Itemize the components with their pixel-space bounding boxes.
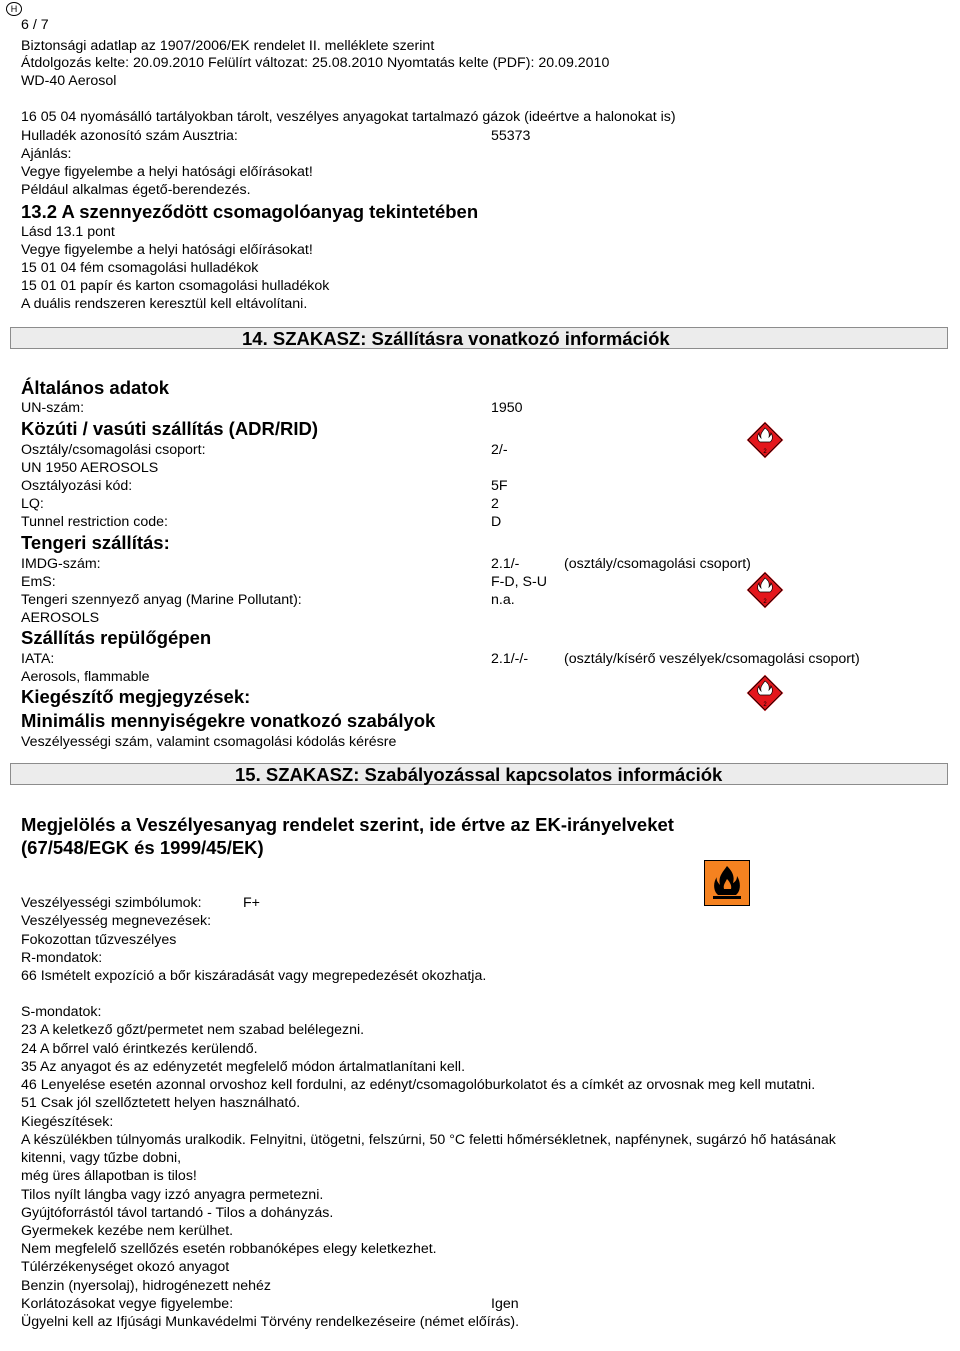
ems-label: EmS: [21, 574, 56, 590]
supplement-line-7: Nem megfelelő szellőzés esetén robbanóképes elegy keletkezhet. [21, 1241, 437, 1257]
youth-protection-note: Ügyelni kell az Ifjúsági Munkavédelmi Törvény rendelkezéseire (német előírás). [21, 1314, 520, 1330]
marine-pollutant-value: n.a. [491, 592, 515, 608]
imdg-label: IMDG-szám: [21, 556, 101, 572]
flammable-gas-diamond-air [745, 673, 785, 713]
iata-label: IATA: [21, 651, 55, 667]
supplement-line-4: Tilos nyílt lángba vagy izzó anyagra permetezni. [21, 1187, 324, 1203]
page-number: 6 / 7 [21, 17, 49, 33]
hazard-names-value: Fokozottan tűzveszélyes [21, 932, 177, 948]
hazard-symbols-label: Veszélyességi szimbólumok: [21, 895, 202, 911]
company-logo: H [6, 2, 22, 16]
packaging-line-5: A duális rendszeren keresztül kell eltávolítani. [21, 296, 308, 312]
s-phrases-label: S-mondatok: [21, 1004, 102, 1020]
s-phrase-35: 35 Az anyagot és az edényzetét megfelelő módon ártalmatlanítani kell. [21, 1059, 466, 1075]
marine-pollutant-label: Tengeri szennyező anyag (Marine Pollutant): [21, 592, 302, 608]
restrictions-value: Igen [491, 1296, 519, 1312]
packaging-line-3: 15 01 04 fém csomagolási hulladékok [21, 260, 259, 276]
road-transport-heading: Közúti / vasúti szállítás (ADR/RID) [21, 418, 319, 439]
section-14-header [10, 327, 948, 349]
svg-text:2: 2 [763, 702, 767, 708]
classification-code-value: 5F [491, 478, 508, 494]
ems-value: F-D, S-U [491, 574, 547, 590]
sea-transport-heading: Tengeri szállítás: [21, 532, 170, 553]
tunnel-code-value: D [491, 514, 502, 530]
iata-note: (osztály/kísérő veszélyek/csomagolási csoport) [564, 651, 860, 667]
supplement-line-3: még üres állapotban is tilos! [21, 1168, 197, 1184]
header-product: WD-40 Aerosol [21, 73, 117, 89]
section-14-title: 14. SZAKASZ: Szállításra vonatkozó információk [242, 328, 670, 349]
regulation-heading-line-2: (67/548/EGK és 1999/45/EK) [21, 837, 264, 858]
header-dates: Átdolgozás kelte: 20.09.2010 Felülírt változat: 25.08.2010 Nyomtatás kelte (PDF): 20.09.2010 [21, 55, 610, 71]
flammable-gas-diamond-road [745, 420, 785, 460]
regulation-heading-line-1: Megjelölés a Veszélyesanyag rendelet szerint, ide értve az EK-irányelveket [21, 814, 674, 835]
packaging-line-4: 15 01 01 papír és karton csomagolási hulladékok [21, 278, 330, 294]
packaging-line-1: Lásd 13.1 pont [21, 224, 115, 240]
svg-text:2: 2 [763, 449, 767, 455]
recommendation-line-1: Vegye figyelembe a helyi hatósági előírásokat! [21, 164, 313, 180]
imdg-note: (osztály/csomagolási csoport) [564, 556, 751, 572]
lq-label: LQ: [21, 496, 44, 512]
un-name: UN 1950 AEROSOLS [21, 460, 159, 476]
flame-hazard-symbol [704, 860, 750, 906]
tunnel-code-label: Tunnel restriction code: [21, 514, 168, 530]
packaging-line-2: Vegye figyelembe a helyi hatósági előírásokat! [21, 242, 313, 258]
section-15-title: 15. SZAKASZ: Szabályozással kapcsolatos információk [235, 764, 723, 785]
flammable-gas-diamond-sea [745, 570, 785, 610]
minimal-quantity-heading: Minimális mennyiségekre vonatkozó szabályok [21, 710, 436, 731]
section-15-header [10, 763, 948, 785]
r-phrases-label: R-mondatok: [21, 950, 103, 966]
supplement-line-6: Gyermekek kezébe nem kerülhet. [21, 1223, 234, 1239]
austria-value: 55373 [491, 128, 531, 144]
s-phrase-23: 23 A keletkező gőzt/permetet nem szabad belélegezni. [21, 1022, 365, 1038]
sensitizer-label: Túlérzékenységet okozó anyagot [21, 1259, 230, 1275]
r-phrase-66: 66 Ismételt expozíció a bőr kiszáradását vagy megrepedezését okozhatja. [21, 968, 487, 984]
svg-text:2: 2 [763, 599, 767, 605]
hazard-symbols-value: F+ [243, 895, 260, 911]
un-number-label: UN-szám: [21, 400, 85, 416]
sea-shipping-name: AEROSOLS [21, 610, 100, 626]
un-number-value: 1950 [491, 400, 523, 416]
restrictions-label: Korlátozásokat vegye figyelembe: [21, 1296, 234, 1312]
classification-code-label: Osztályozási kód: [21, 478, 133, 494]
supplements-label: Kiegészítések: [21, 1114, 114, 1130]
supplement-line-5: Gyújtóforrástól távol tartandó - Tilos a dohányzás. [21, 1205, 334, 1221]
hazard-names-label: Veszélyesség megnevezések: [21, 913, 212, 929]
minimal-quantity-text: Veszélyességi szám, valamint csomagolási kódolás kérésre [21, 734, 397, 750]
general-data-heading: Általános adatok [21, 377, 170, 398]
austria-label: Hulladék azonosító szám Ausztria: [21, 128, 238, 144]
iata-value: 2.1/-/- [491, 651, 529, 667]
class-value: 2/- [491, 442, 508, 458]
class-label: Osztály/csomagolási csoport: [21, 442, 206, 458]
imdg-value: 2.1/- [491, 556, 520, 572]
lq-value: 2 [491, 496, 499, 512]
recommendation-label: Ajánlás: [21, 146, 72, 162]
subsection-13-2-heading: 13.2 A szennyeződött csomagolóanyag tekintetében [21, 201, 479, 222]
sensitizer-value: Benzin (nyersolaj), hidrogénezett nehéz [21, 1278, 272, 1294]
air-shipping-name: Aerosols, flammable [21, 669, 150, 685]
recommendation-line-2: Például alkalmas égető-berendezés. [21, 182, 251, 198]
supplement-line-2: kitenni, vagy tűzbe dobni, [21, 1150, 182, 1166]
header-regulation: Biztonsági adatlap az 1907/2006/EK rendelet II. melléklete szerint [21, 38, 435, 54]
s-phrase-24: 24 A bőrrel való érintkezés kerülendő. [21, 1041, 258, 1057]
air-transport-heading: Szállítás repülőgépen [21, 627, 212, 648]
s-phrase-51: 51 Csak jól szellőztetett helyen használható. [21, 1095, 301, 1111]
additional-notes-heading: Kiegészítő megjegyzések: [21, 686, 251, 707]
s-phrase-46: 46 Lenyelése esetén azonnal orvoshoz kell fordulni, az edényt/csomagolóburkolatot és a címkét az orvosnak meg kell mutatni. [21, 1077, 816, 1093]
waste-code-line: 16 05 04 nyomásálló tartályokban tárolt, veszélyes anyagokat tartalmazó gázok (ideértve a halonokat is) [21, 109, 676, 125]
supplement-line-1: A készülékben túlnyomás uralkodik. Felnyitni, ütögetni, felszúrni, 50 °C feletti hőmérsékletnek, napfénynek, sugárzó hő hatásának [21, 1132, 836, 1148]
